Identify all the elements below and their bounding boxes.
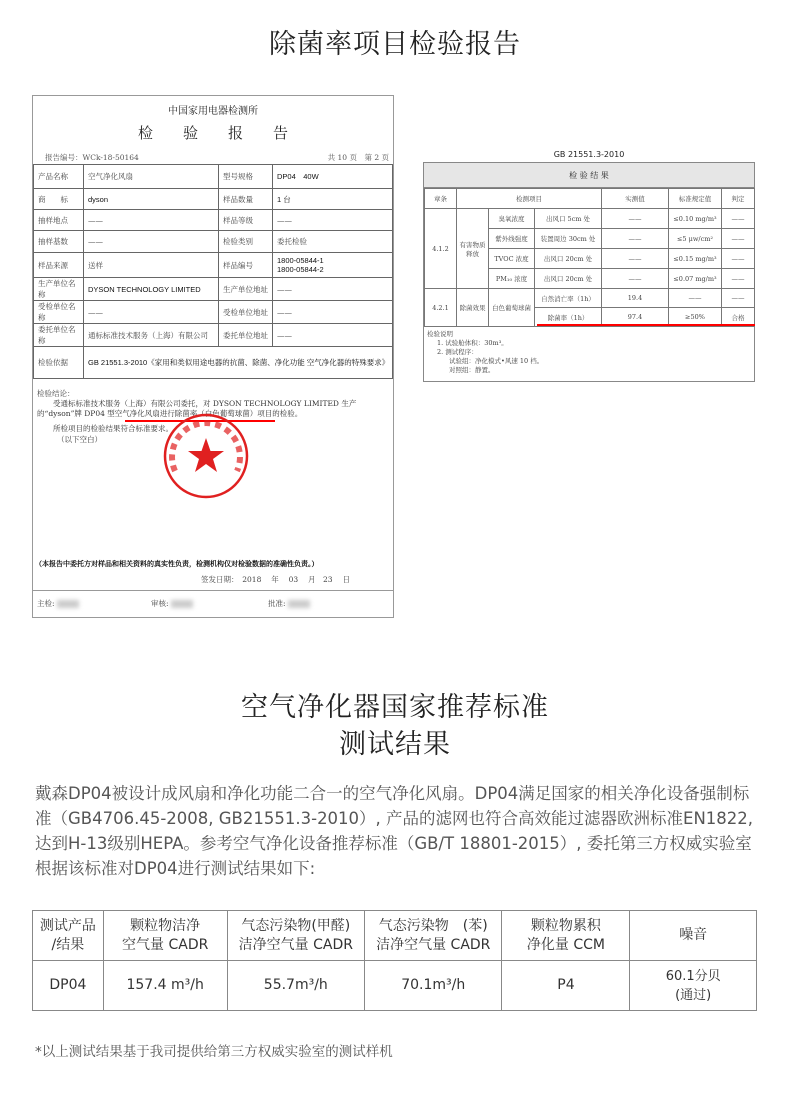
table-cell: 自然消亡率（1h）: [535, 289, 602, 308]
institute-name: 中国家用电器检测所: [168, 106, 258, 117]
table-cell: ——: [84, 231, 219, 253]
table-cell: 章条: [425, 189, 457, 209]
table-cell: 标准规定值: [669, 189, 722, 209]
table-row: [34, 210, 393, 231]
report-info-table: [33, 164, 393, 379]
table-cell: 臭氧浓度: [489, 209, 535, 229]
table-cell: ≤5 μw/cm²: [669, 229, 722, 249]
table-cell: PM₁₀ 浓度: [489, 269, 535, 289]
note-line: 2. 测试程序：: [437, 348, 478, 356]
table-cell: 委托单位地址: [219, 324, 273, 347]
table-cell: ——: [273, 210, 393, 231]
table-cell: 样品数量: [219, 189, 273, 210]
table-cell: ——: [722, 209, 755, 229]
table-cell: 型号规格: [219, 165, 273, 189]
header-line: 噪音: [679, 927, 708, 943]
header-line: 净化量 CCM: [526, 936, 605, 953]
header-cell: [227, 911, 364, 961]
standard-label: GB 21551.3-2010: [553, 150, 625, 159]
basis-label: 检验依据: [34, 347, 84, 379]
note-line: 试验组：净化模式•风速 10 档。: [449, 357, 544, 365]
test-results-table: [32, 910, 757, 1011]
table-cell: 委托单位名称: [34, 324, 84, 347]
table-cell: 55.7m³/h: [227, 961, 364, 1011]
table-cell: 样品编号: [219, 253, 273, 278]
issue-date: 签发日期： 2018 年 03 月 23 日: [201, 575, 350, 584]
table-cell: DP04: [33, 961, 104, 1011]
table-cell: 实测值: [602, 189, 669, 209]
header-cell: [33, 911, 104, 961]
conclusion-text: 受通标标准技术服务（上海）有限公司委托，对 DYSON TECHNOLOGY LIMITED 生产的“dyson”牌 DP04 型空气净化风扇进行除菌率（白色葡萄球菌）项目的检验。: [37, 399, 357, 418]
table-cell: 生产单位地址: [219, 278, 273, 301]
table-cell: ——: [602, 269, 669, 289]
header-line: 空气量 CADR: [122, 936, 209, 953]
table-cell: 白色葡萄球菌: [489, 289, 535, 327]
description-paragraph: 戴森DP04被设计成风扇和净化功能二合一的空气净化风扇。DP04满足国家的相关净化设备强制标准（GB4706.45-2008, GB21551.3-2010）, 产品的滤网也符合高效能过滤器欧洲标准EN1822, 达到H-13级别HEPA。参考空气净化设备推荐标准（GB/T 18801-2015）, 委托第三方权威实验室根据该标准对DP04进行测试结果如下:: [35, 784, 754, 878]
table-cell: DP04 40W: [273, 165, 393, 189]
note-line: 对照组：静置。: [449, 366, 495, 374]
inspection-report: [32, 95, 394, 618]
table-cell: ≥50%: [669, 308, 722, 327]
table-cell: 合格: [722, 308, 755, 327]
table-cell: 抽样地点: [34, 210, 84, 231]
signature-approve: 批准:: [268, 598, 310, 609]
conclusion-label: 检验结论：: [37, 389, 75, 398]
disclaimer: （本报告中委托方对样品和相关资料的真实性负责，检测机构仅对检验数据的准确性负责。）: [35, 559, 319, 568]
table-cell: ——: [722, 249, 755, 269]
section-subtitle: 测试结果: [339, 729, 451, 760]
footnote: *以上测试结果基于我司提供给第三方权威实验室的测试样机: [35, 1044, 393, 1060]
red-underline: [537, 324, 755, 326]
table-cell: ——: [602, 229, 669, 249]
test-notes: [424, 327, 754, 378]
page-count: 共 10 页 第 2 页: [327, 153, 389, 162]
table-cell: P4: [502, 961, 630, 1011]
table-row: [34, 231, 393, 253]
table-cell: 装置周边 30cm 处: [535, 229, 602, 249]
table-cell: ——: [669, 289, 722, 308]
table-cell: 抽样基数: [34, 231, 84, 253]
table-cell: ——: [273, 301, 393, 324]
page-title: 除菌率项目检验报告: [269, 29, 521, 60]
table-cell: 4.2.1: [425, 289, 457, 327]
header-line: 测试产品: [39, 917, 96, 934]
header-cell: [365, 911, 502, 961]
header-line: 洁净空气量 CADR: [238, 936, 353, 953]
header-line: 气态污染物 (苯): [378, 917, 488, 934]
table-cell: ——: [273, 278, 393, 301]
basis-value: GB 21551.3-2010《家用和类似用途电器的抗菌、除菌、净化功能 空气净化器的特殊要求》: [84, 347, 393, 379]
table-cell: 1800-05844-1 1800-05844-2: [273, 253, 393, 278]
signature-main: 主检:: [37, 598, 79, 609]
table-cell: 产品名称: [34, 165, 84, 189]
table-cell: TVOC 浓度: [489, 249, 535, 269]
note-line: 1. 试验舱体积：30m³。: [437, 339, 508, 347]
table-cell: 检验类别: [219, 231, 273, 253]
header-cell: [502, 911, 630, 961]
table-cell: ——: [84, 301, 219, 324]
table-cell: 检测项目: [457, 189, 602, 209]
table-cell: 60.1分贝 (通过): [630, 961, 757, 1011]
table-cell: 1 台: [273, 189, 393, 210]
table-cell: 4.1.2: [425, 209, 457, 289]
header-line: /结果: [51, 936, 85, 953]
table-cell: ——: [722, 229, 755, 249]
results-title: 检 验 结 果: [424, 163, 754, 188]
header-cell: [103, 911, 227, 961]
table-row: [34, 301, 393, 324]
official-stamp: [161, 411, 251, 501]
table-cell: 委托检验: [273, 231, 393, 253]
table-cell: 除菌率（1h）: [535, 308, 602, 327]
blank-note: （以下空白）: [57, 435, 102, 444]
header-line: 颗粒物累积: [530, 917, 601, 934]
table-cell: 受检单位名称: [34, 301, 84, 324]
table-cell: 157.4 m³/h: [103, 961, 227, 1011]
table-cell: 商 标: [34, 189, 84, 210]
table-cell: ≤0.15 mg/m³: [669, 249, 722, 269]
table-cell: 通标标准技术服务（上海）有限公司: [84, 324, 219, 347]
table-cell: 出风口 20cm 处: [535, 269, 602, 289]
table-cell: 送样: [84, 253, 219, 278]
table-cell: 出风口 5cm 处: [535, 209, 602, 229]
table-cell: dyson: [84, 189, 219, 210]
table-row: [34, 278, 393, 301]
results-table: [424, 188, 755, 327]
table-cell: 97.4: [602, 308, 669, 327]
table-cell: 样品来源: [34, 253, 84, 278]
table-cell: DYSON TECHNOLOGY LIMITED: [84, 278, 219, 301]
table-cell: ≤0.07 mg/m³: [669, 269, 722, 289]
results-panel: [423, 162, 755, 382]
header-line: 洁净空气量 CADR: [376, 936, 491, 953]
table-cell: 判定: [722, 189, 755, 209]
table-cell: ≤0.10 mg/m³: [669, 209, 722, 229]
table-cell: 19.4: [602, 289, 669, 308]
table-cell: ——: [273, 324, 393, 347]
table-row: [34, 165, 393, 189]
table-cell: ——: [722, 289, 755, 308]
header-line: 颗粒物洁净: [130, 917, 201, 934]
table-cell: 除菌效果: [457, 289, 489, 327]
header-line: 气态污染物(甲醛): [241, 917, 351, 934]
table-cell: 出风口 20cm 处: [535, 249, 602, 269]
report-heading: 检 验 报 告: [137, 124, 288, 142]
report-number: 报告编号：WCk-18-50164: [45, 153, 139, 162]
table-cell: 受检单位地址: [219, 301, 273, 324]
table-cell: ——: [722, 269, 755, 289]
table-cell: ——: [602, 249, 669, 269]
signature-review: 审核:: [151, 598, 193, 609]
note-line: 检验说明: [427, 330, 453, 338]
conclusion-result: 所检项目的检验结果符合标准要求。: [53, 424, 173, 433]
table-cell: 有害物质释放: [457, 209, 489, 289]
header-cell: [630, 911, 757, 961]
table-cell: ——: [84, 210, 219, 231]
table-row: [34, 189, 393, 210]
table-cell: 紫外线强度: [489, 229, 535, 249]
table-row: [34, 324, 393, 347]
table-cell: ——: [602, 209, 669, 229]
section-title: 空气净化器国家推荐标准: [241, 692, 549, 723]
table-cell: 70.1m³/h: [365, 961, 502, 1011]
table-cell: 样品等级: [219, 210, 273, 231]
table-row: [34, 253, 393, 278]
table-cell: 生产单位名称: [34, 278, 84, 301]
table-cell: 空气净化风扇: [84, 165, 219, 189]
divider: [33, 590, 393, 591]
